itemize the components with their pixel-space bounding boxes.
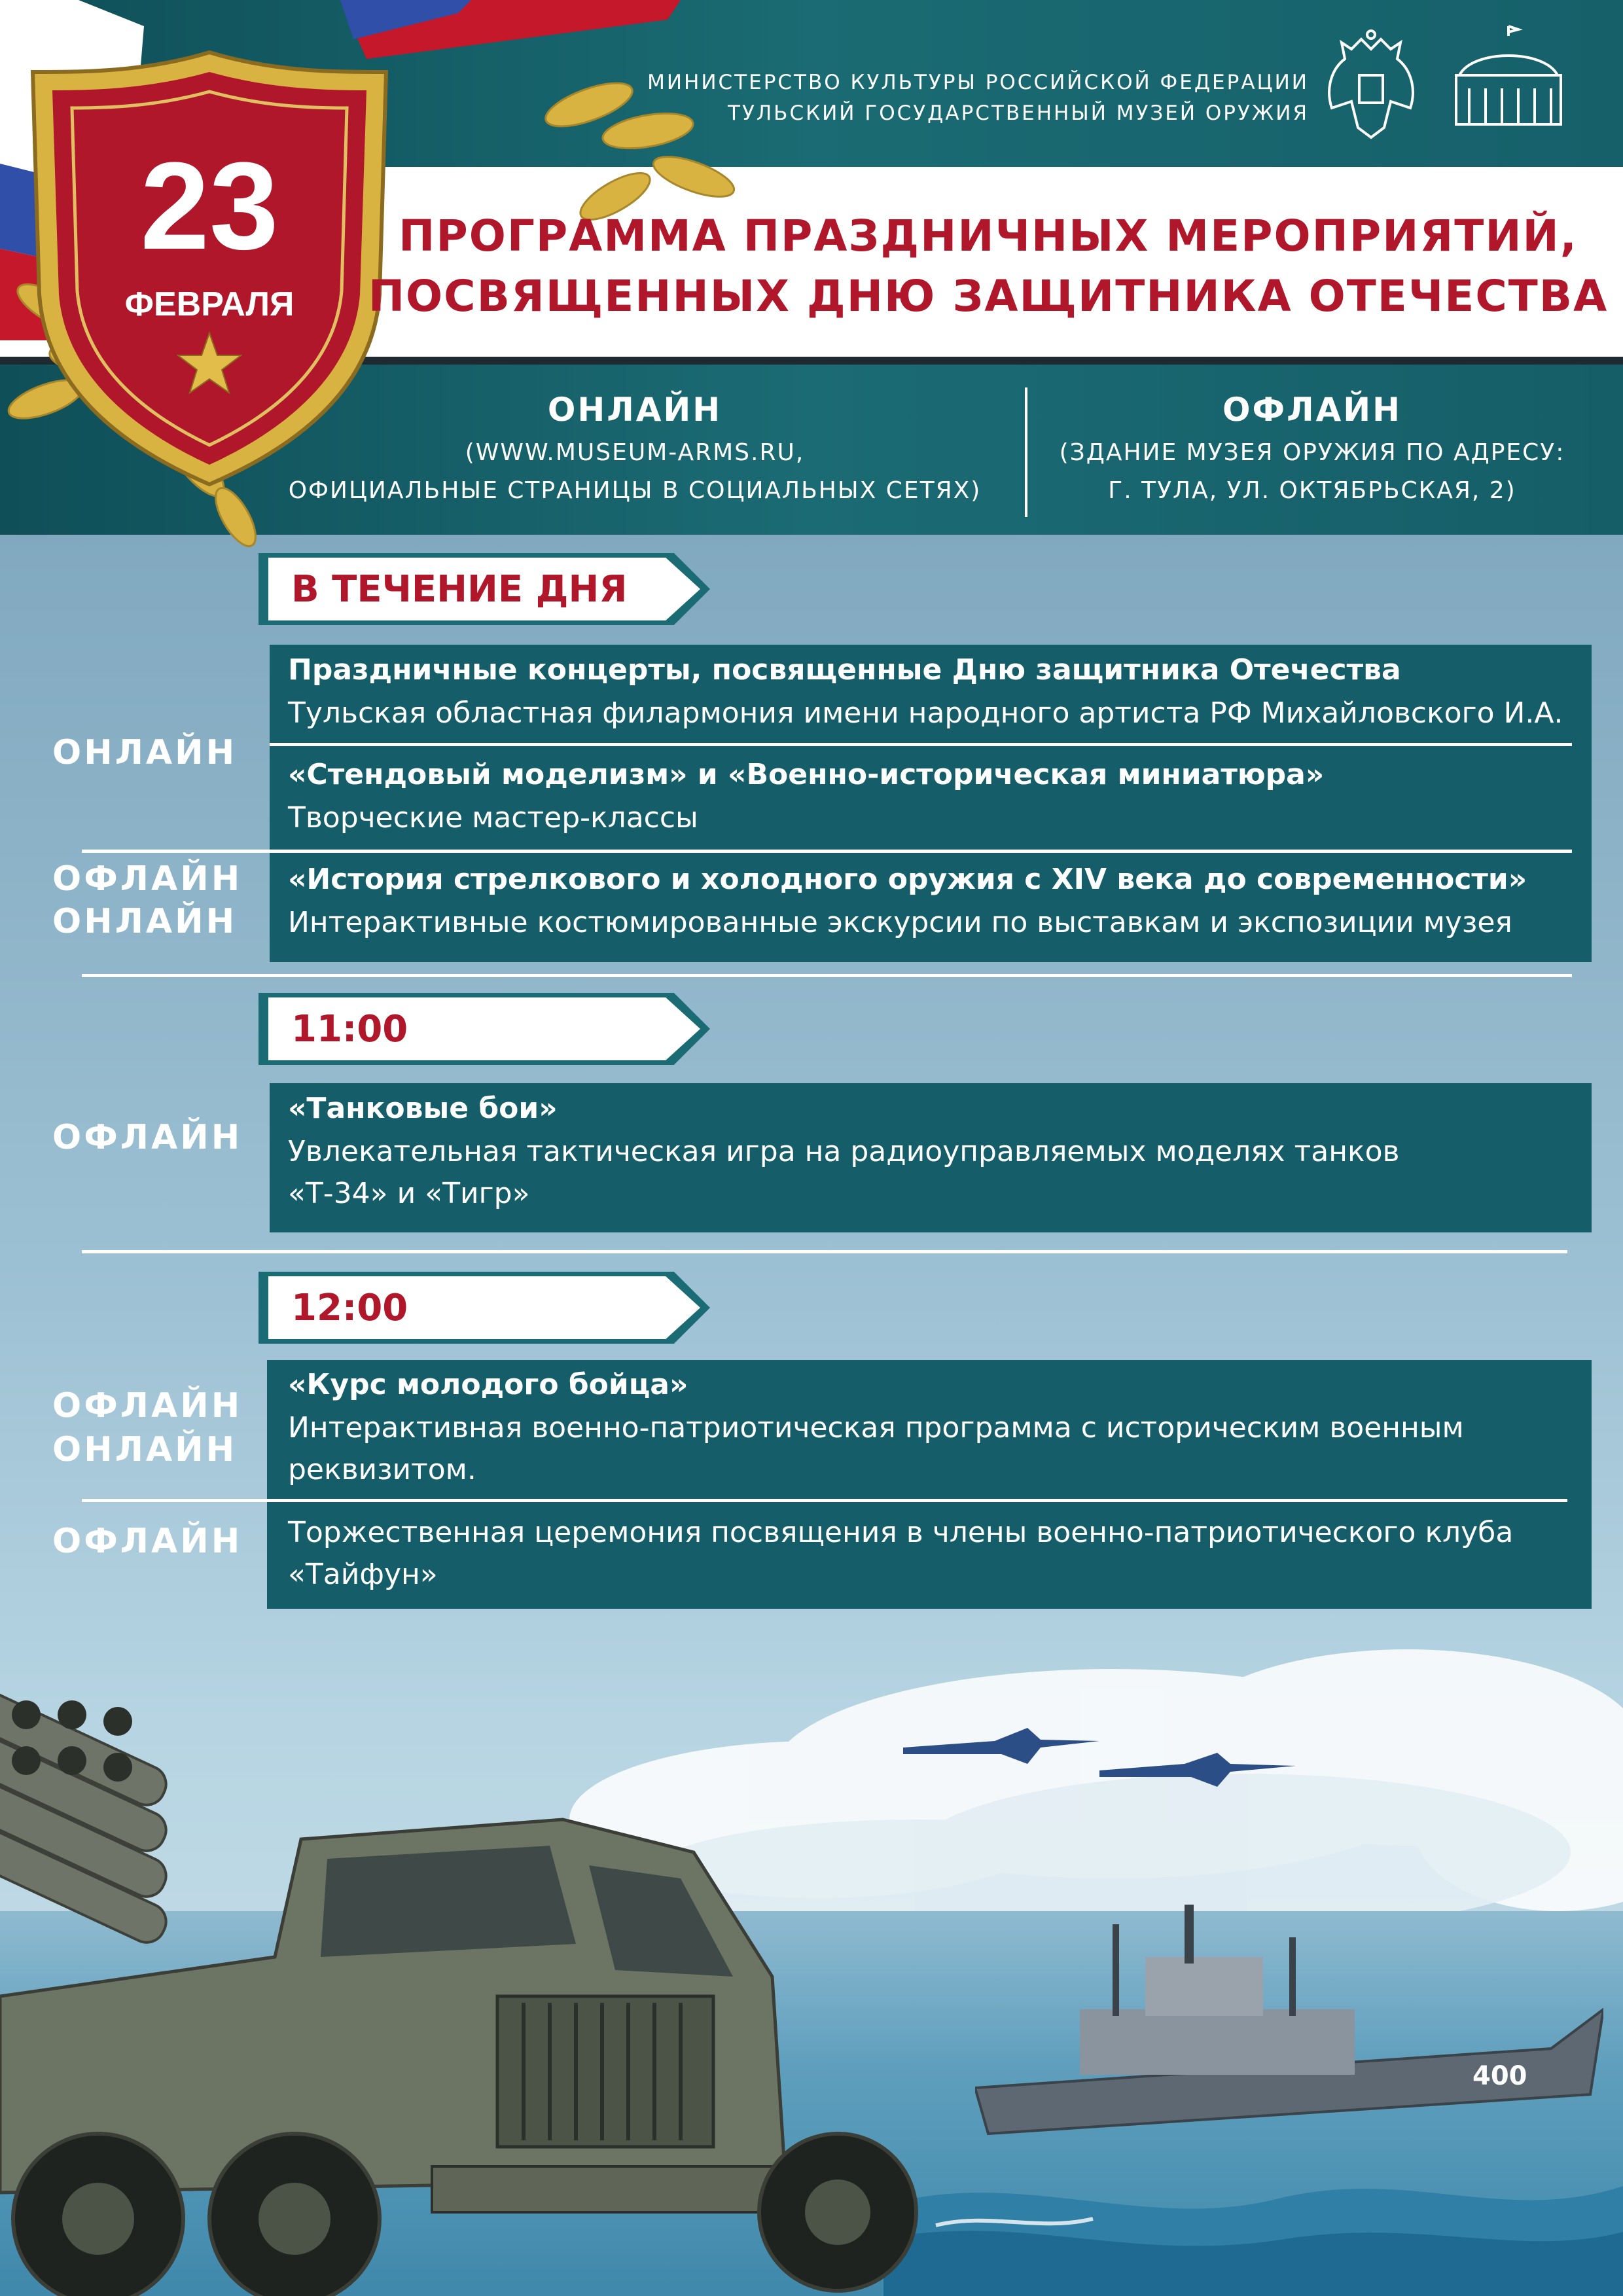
format-label-online: ОНЛАЙН (52, 902, 238, 941)
star-icon (177, 331, 242, 396)
time-tag-label: В ТЕЧЕНИЕ ДНЯ (291, 568, 628, 611)
event-description: «Тайфун» (288, 1558, 438, 1591)
time-tag-label: 12:00 (291, 1287, 408, 1329)
event-title: «История стрелкового и холодного оружия с XIV века до современности» (288, 863, 1527, 896)
event-description: Творческие мастер-классы (288, 801, 698, 834)
format-label-offline: ОФЛАЙН (52, 1522, 243, 1561)
format-label-online: ОНЛАЙН (52, 1430, 238, 1469)
ship-number: 400 (1472, 2061, 1527, 2091)
mode-offline-line-1: (ЗДАНИЕ МУЗЕЯ ОРУЖИЯ ПО АДРЕСУ: (1059, 439, 1565, 466)
event-description: Тульская областная филармония имени народного артиста РФ Михайловского И.А. (288, 696, 1563, 730)
time-tag-label: 11:00 (291, 1008, 408, 1050)
event-description: Увлекательная тактическая игра на радиоуправляемых моделях танков (288, 1135, 1400, 1168)
format-label-offline: ОФЛАЙН (52, 1118, 243, 1157)
event-description: Интерактивные костюмированные экскурсии по выставкам и экспозиции музея (288, 906, 1512, 939)
event-title: «Стендовый моделизм» и «Военно-историческая миниатюра» (288, 758, 1325, 791)
sea-waves-illustration (883, 2127, 1623, 2296)
mode-offline (1041, 391, 1584, 510)
warship-icon (975, 1878, 1603, 2140)
badge-day: 23 (140, 137, 279, 276)
mode-online (262, 391, 1008, 510)
org-ministry: МИНИСТЕРСТВО КУЛЬТУРЫ РОССИЙСКОЙ ФЕДЕРАЦИИ (647, 71, 1309, 94)
mode-online-line-2: ОФИЦИАЛЬНЫЕ СТРАНИЦЫ В СОЦИАЛЬНЫХ СЕТЯХ) (288, 477, 982, 504)
event-description: Интерактивная военно-патриотическая программа с историческим военным (288, 1411, 1464, 1444)
event-separator (82, 1499, 1567, 1502)
org-museum: ТУЛЬСКИЙ ГОСУДАРСТВЕННЫЙ МУЗЕЙ ОРУЖИЯ (728, 101, 1309, 125)
title-line-1: ПРОГРАММА ПРАЗДНИЧНЫХ МЕРОПРИЯТИЙ, (399, 211, 1578, 261)
fighter-jets-icon (903, 1708, 1296, 1793)
section-separator (82, 974, 1572, 977)
event-title: Праздничные концерты, посвященные Дню защитника Отечества (288, 653, 1401, 687)
mode-divider (1025, 387, 1027, 517)
badge-month: ФЕВРАЛЯ (124, 285, 294, 323)
mode-offline-heading: ОФЛАЙН (1222, 391, 1402, 429)
event-separator (270, 743, 1572, 746)
page-title (366, 206, 1610, 327)
mode-online-line-1: (WWW.MUSEUM-ARMS.RU, (465, 439, 805, 466)
double-headed-eagle-icon (1319, 29, 1423, 144)
mode-online-heading: ОНЛАЙН (547, 391, 722, 429)
event-title: «Танковые бои» (288, 1092, 558, 1125)
event-description: Торжественная церемония посвящения в члены военно-патриотического клуба (288, 1516, 1514, 1549)
format-label-offline: ОФЛАЙН (52, 859, 243, 899)
format-label-offline: ОФЛАЙН (52, 1386, 243, 1426)
event-description: реквизитом. (288, 1453, 476, 1486)
section-separator (82, 1250, 1567, 1253)
museum-building-icon (1446, 23, 1571, 134)
event-separator (82, 850, 1572, 853)
title-line-2: ПОСВЯЩЕННЫХ ДНЮ ЗАЩИТНИКА ОТЕЧЕСТВА (368, 271, 1609, 321)
format-label-online: ОНЛАЙН (52, 733, 238, 772)
mode-offline-line-2: Г. ТУЛА, УЛ. ОКТЯБРЬСКАЯ, 2) (1108, 477, 1516, 504)
rocket-launcher-truck-icon (0, 1669, 955, 2296)
event-title: «Курс молодого бойца» (288, 1368, 688, 1401)
event-description: «Т-34» и «Тигр» (288, 1177, 530, 1210)
